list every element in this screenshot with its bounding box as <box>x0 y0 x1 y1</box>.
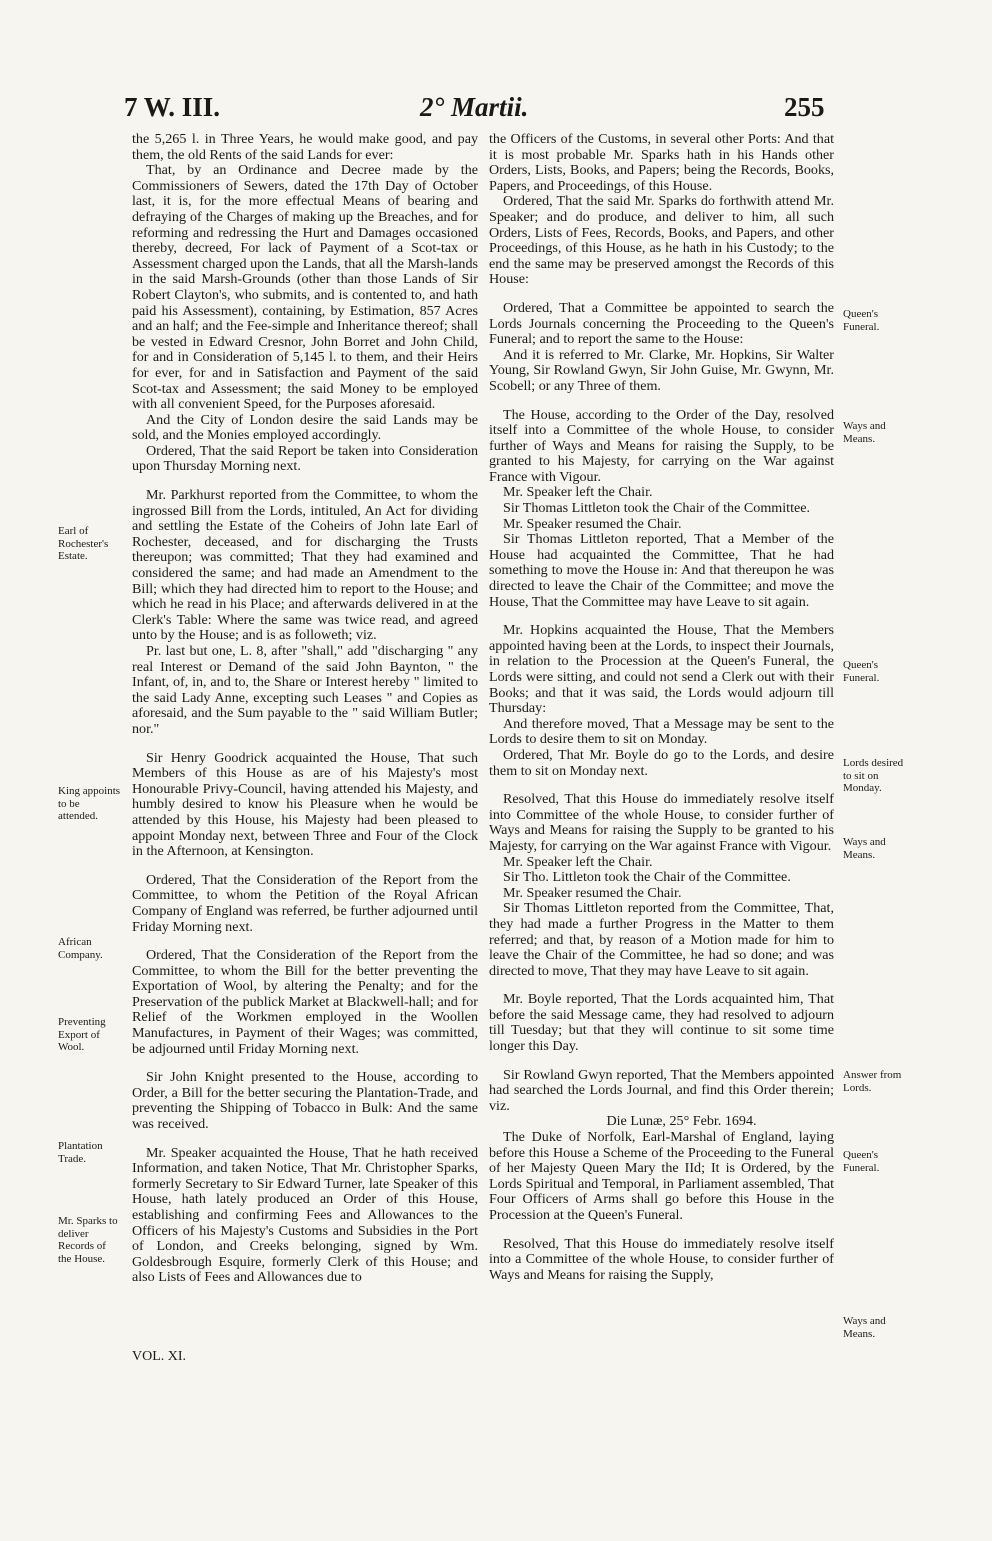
paragraph: Mr. Speaker left the Chair. <box>503 853 653 870</box>
margin-note-african: African Company. <box>58 936 103 961</box>
page-header <box>0 92 992 132</box>
paragraph: Sir Thomas Littleton reported, That a Member of the House had acquainted the Committee, That he had something to move the House in: And that thereupon he was directed to leave the Chair of the Committee; and move the House, That the Committee may have Leave to sit again. <box>489 531 834 610</box>
paragraph: Ordered, That Mr. Boyle do go to the Lords, and desire them to sit on Monday next. <box>489 746 834 779</box>
paragraph: Mr. Parkhurst reported from the Committee, to whom the ingrossed Bill from the Lords, intituled, An Act for dividing and settling the Estate of the Coheirs of John late Earl of Rochester, deceased, and for discharging the Trusts thereupon; was committed; That they had examined and considered the same; and had made an Amendment to the Bill; which they had directed him to report to the House; and which he read in his Place; and afterwards delivered in at the Clerk's Table: Where the same was twice read, and agreed unto by the House; and is as followeth; viz. <box>132 487 478 644</box>
margin-note-funeral-2: Queen's Funeral. <box>843 659 880 684</box>
paragraph: Mr. Speaker left the Chair. <box>503 484 653 501</box>
paragraph: And it is referred to Mr. Clarke, Mr. Hopkins, Sir Walter Young, Sir Rowland Gwyn, Sir John Guise, Mr. Gwynn, Mr. Scobell; or any Three of them. <box>489 346 834 394</box>
paragraph: Ordered, That the Consideration of the Report from the Committee, to whom the Petition of the Royal African Company of England was referred, be further adjourned until Friday Morning next. <box>132 871 478 935</box>
paragraph: the Officers of the Customs, in several other Ports: And that it is most probable Mr. Sparks hath in his Hands other Orders, Lists, Books, and Papers; being the Records, Books, Papers, and Proceedings, of this House. <box>489 131 834 194</box>
volume-footer: VOL. XI. <box>132 1349 187 1364</box>
paragraph: Ordered, That the said Report be taken into Consideration upon Thursday Morning next. <box>132 442 478 475</box>
margin-note-ways-3: Ways and Means. <box>843 1315 886 1340</box>
paragraph: Resolved, That this House do immediately resolve itself into Committee of the whole House, to consider further of Ways and Means for raising the Supply to be granted to his Majesty, for carrying on the War against France with Vigour. <box>489 791 834 854</box>
paragraph: Sir Thomas Littleton reported from the Committee, That, they had made a further Progress in the Matter to them referred; and that, by reason of a Motion made for him to leave the Chair of the Committee, he had so done; and was directed to move, That they may have Leave to sit again. <box>489 900 834 979</box>
paragraph: Sir Rowland Gwyn reported, That the Members appointed had searched the Lords Journal, and find this Order therein; viz. <box>489 1066 834 1114</box>
paragraph: That, by an Ordinance and Decree made by the Commissioners of Sewers, dated the 17th Day of October last, it is, for the more effectual Means of bearing and defraying of the Charges of making up the Breaches, and for reforming and redressing the Hurt and Damages occasioned thereby, decreed, For lack of Payment of a Scot-tax or Assessment charged upon the Lands, that all the Marsh-lands in the said Marsh-Grounds (other than those Lands of Sir Robert Clayton's, who submits, and is contented to, and hath paid his Assessment), containing, by Estimation, 857 Acres and an half; and the Fee-simple and Inheritance thereof; shall be vested in Edward Cresnor, John Borret and John Child, for and in Consideration of 5,145 l. to them, and their Heirs for ever, for and in Satisfaction and Payment of the said Scot-tax and Assessment; the said Money to be employed with all convenient Speed, for the Purposes aforesaid. <box>132 162 478 413</box>
right-column <box>489 132 834 1283</box>
margin-note-ways-2: Ways and Means. <box>843 836 886 861</box>
margin-note-rochester: Earl of Rochester's Estate. <box>58 525 109 562</box>
paragraph: Sir Henry Goodrick acquainted the House, That such Members of this House as are of his Majesty's most Honourable Privy-Council, having attended his Majesty, and humbly desired to know his Pleasure when he would be attended by this House, his Majesty had been pleased to appoint Monday next, between Three and Four of the Clock in the Afternoon, at Kensington. <box>132 749 478 860</box>
paragraph: And therefore moved, That a Message may be sent to the Lords to desire them to sit on Monday. <box>489 715 834 748</box>
margin-note-king: King appoints to be attended. <box>58 785 121 822</box>
paragraph: Pr. last but one, L. 8, after "shall," add "discharging " any real Interest or Demand of the said John Baynton, " the Infant, of, in, and to, the Share or Interest hereby " limited to the said Lady Anne, excepting such Leases " and Copies as aforesaid, and the Sum payable to the " said William Butler; nor." <box>132 643 478 737</box>
paragraph: Sir John Knight presented to the House, according to Order, a Bill for the better securing the Plantation-Trade, and preventing the Shipping of Tobacco in Bulk: And the same was received. <box>132 1069 478 1133</box>
paragraph: Ordered, That a Committee be appointed to search the Lords Journals concerning the Proceeding to the Queen's Funeral; and to report the same to the House: <box>489 299 834 348</box>
left-column <box>132 132 478 1286</box>
paragraph: Ordered, That the Consideration of the Report from the Committee, to whom the Bill for the better preventing the Exportation of Wool, by altering the Penalty; and for the Preservation of the publick Market at Blackwell-hall; and for Relief of the Workmen employed in the Woollen Manufactures, in Payment of their Wages; was committed, be adjourned until Friday Morning next. <box>132 947 478 1057</box>
paragraph: Mr. Speaker acquainted the House, That he hath received Information, and taken Notice, That Mr. Christopher Sparks, formerly Secretary to Sir Edward Turner, late Speaker of this House, hath lately produced an Order of this House, establishing and confirming Fees and Allowances to the Officers of his Majesty's Customs and Subsidies in the Port of London, and Creeks belonging, signed by Wm. Goldesbrough Esquire, formerly Clerk of this House; and also Lists of Fees and Allowances due to <box>132 1144 478 1286</box>
margin-note-wool: Preventing Export of Wool. <box>58 1016 106 1053</box>
journal-date-heading: Die Lunæ, 25° Febr. 1694. <box>606 1113 757 1130</box>
paragraph: Resolved, That this House do immediately resolve itself into a Committee of the whole House, to consider further of Ways and Means for raising the Supply, <box>489 1235 834 1283</box>
header-page-number: 255 <box>784 92 825 122</box>
paragraph: Mr. Boyle reported, That the Lords acquainted him, That before the said Message came, they had resolved to adjourn till Tuesday; but that they will continue to sit some time longer this Day. <box>489 991 834 1055</box>
header-regnal-year: 7 W. III. <box>124 92 221 122</box>
paragraph: Mr. Speaker resumed the Chair. <box>503 515 682 532</box>
margin-note-ways-1: Ways and Means. <box>843 420 886 445</box>
header-date: 2° Martii. <box>420 92 529 122</box>
paragraph: the 5,265 l. in Three Years, he would make good, and pay them, the old Rents of the said Lands for ever: <box>132 131 478 163</box>
paragraph: Ordered, That the said Mr. Sparks do forthwith attend Mr. Speaker; and do produce, and deliver to him, all such Orders, Lists of Fees, Records, Books, and Papers, and other Proceedings, of this House, as he hath in his Custody; to the end the same may be preserved amongst the Records of this House: <box>489 193 834 288</box>
paragraph: Sir Thomas Littleton took the Chair of the Committee. <box>503 500 811 517</box>
paragraph: The Duke of Norfolk, Earl-Marshal of England, laying before this House a Scheme of the Proceeding to the Funeral of her Majesty Queen Mary the IId; It is Ordered, by the Lords Spiritual and Temporal, in Parliament assembled, That Four Officers of Arms shall go before this House in the Procession at the Queen's Funeral. <box>489 1129 834 1223</box>
margin-note-plantation: Plantation Trade. <box>58 1140 103 1165</box>
paragraph: Mr. Speaker resumed the Chair. <box>503 884 682 901</box>
paragraph: And the City of London desire the said Lands may be sold, and the Monies employed accordingly. <box>132 411 478 444</box>
margin-note-funeral-3: Queen's Funeral. <box>843 1149 880 1174</box>
margin-note-answer: Answer from Lords. <box>843 1069 902 1094</box>
paragraph: Mr. Hopkins acquainted the House, That the Members appointed having been at the Lords, to inspect their Journals, in relation to the Procession at the Queen's Funeral, the Lords were sitting, and could not send a Clerk out with their Books; and that it was said, the Lords would adjourn till Thursday: <box>489 622 834 717</box>
margin-note-funeral-1: Queen's Funeral. <box>843 308 880 333</box>
paragraph: Sir Tho. Littleton took the Chair of the Committee. <box>503 869 791 886</box>
paragraph: The House, according to the Order of the Day, resolved itself into a Committee of the whole House, to consider further of Ways and Means for raising the Supply, to be granted to his Majesty, for carrying on the War against France with Vigour. <box>489 406 834 485</box>
margin-note-sparks: Mr. Sparks to deliver Records of the House. <box>58 1215 118 1265</box>
margin-note-lords-monday: Lords desired to sit on Monday. <box>843 757 904 794</box>
